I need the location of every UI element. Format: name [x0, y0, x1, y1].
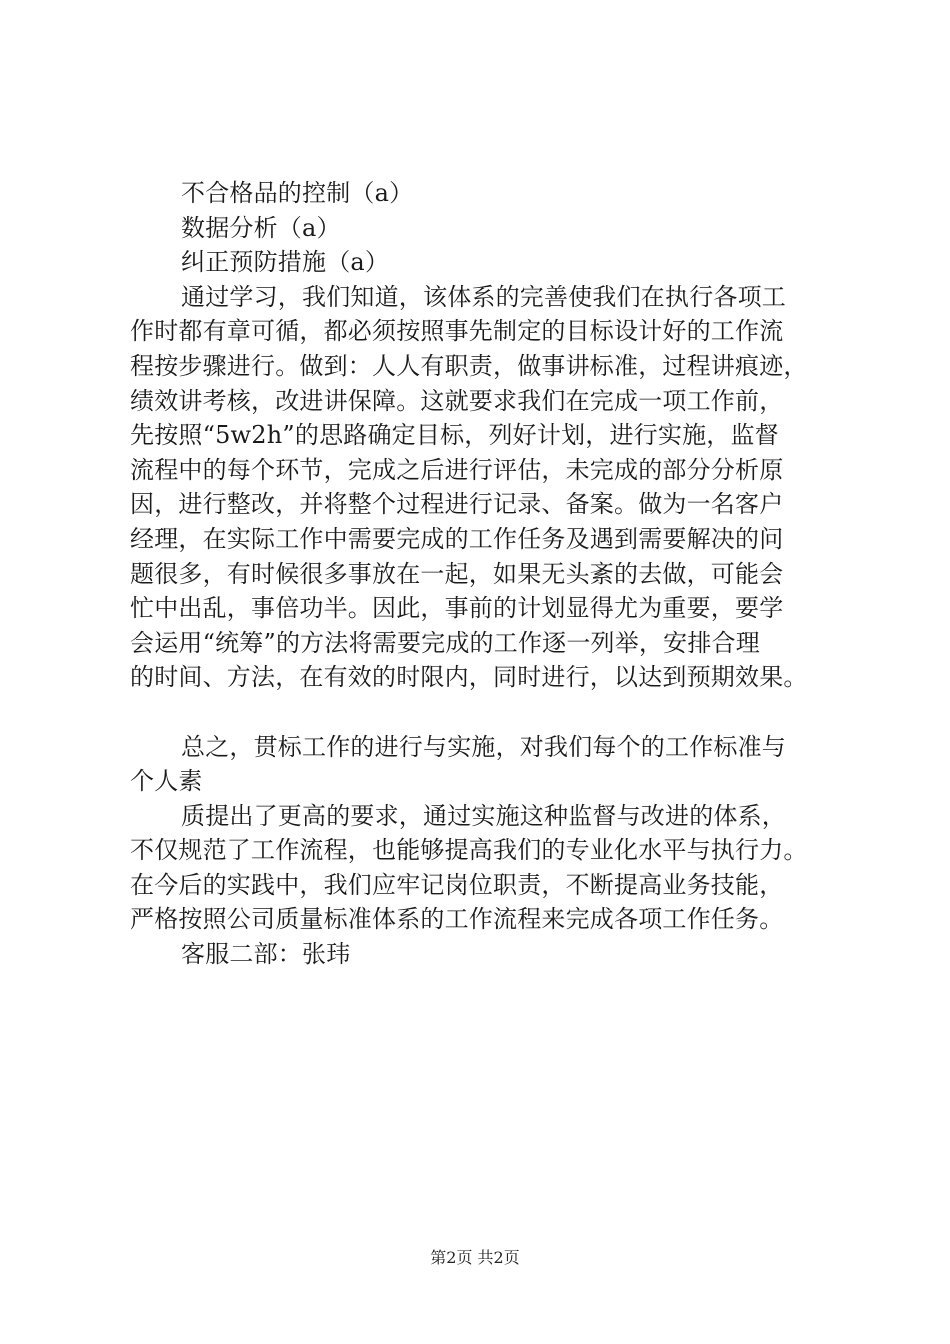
paragraph-line: 程按步骤进行。做到：人人有职责，做事讲标准，过程讲痕迹，	[130, 351, 808, 380]
paragraph-line: 流程中的每个环节，完成之后进行评估，未完成的部分分析原	[130, 455, 784, 484]
heading-nonconforming-control: 不合格品的控制（a）	[181, 179, 414, 207]
document-body	[130, 176, 850, 972]
page-footer: 第2页 共2页	[430, 1248, 520, 1267]
paragraph-line: 不仅规范了工作流程，也能够提高我们的专业化水平与执行力。	[130, 836, 808, 865]
paragraph-line: 在今后的实践中，我们应牢记岗位职责，不断提高业务技能，	[130, 870, 784, 899]
paragraph-spacer	[130, 695, 850, 730]
paragraph-line: 通过学习，我们知道，该体系的完善使我们在执行各项工	[181, 282, 786, 311]
signature: 客服二部：张玮	[181, 940, 351, 969]
paragraph-line: 题很多，有时候很多事放在一起，如果无头紊的去做，可能会	[130, 559, 784, 588]
paragraph-line: 绩效讲考核，改进讲保障。这就要求我们在完成一项工作前，	[130, 386, 784, 415]
paragraph-line: 先按照“5w2h”的思路确定目标，列好计划，进行实施，监督	[130, 421, 779, 450]
paragraph-line: 因，进行整改，并将整个过程进行记录、备案。做为一名客户	[130, 490, 784, 519]
paragraph-line: 个人素	[130, 767, 203, 796]
paragraph-line: 忙中出乱，事倍功半。因此，事前的计划显得尤为重要，要学	[130, 594, 784, 623]
paragraph-line: 严格按照公司质量标准体系的工作流程来完成各项工作任务。	[130, 905, 784, 934]
paragraph-line: 质提出了更高的要求，通过实施这种监督与改进的体系，	[181, 801, 786, 830]
paragraph-line: 作时都有章可循，都必须按照事先制定的目标设计好的工作流	[130, 317, 784, 346]
paragraph-line: 总之，贯标工作的进行与实施，对我们每个的工作标准与	[181, 732, 786, 761]
heading-corrective-preventive: 纠正预防措施（a）	[181, 248, 390, 277]
paragraph-line: 会运用“统筹”的方法将需要完成的工作逐一列举，安排合理	[130, 628, 760, 657]
paragraph-line: 的时间、方法，在有效的时限内，同时进行，以达到预期效果。	[130, 663, 808, 692]
heading-data-analysis: 数据分析（a）	[181, 213, 341, 242]
paragraph-line: 经理，在实际工作中需要完成的工作任务及遇到需要解决的问	[130, 524, 784, 553]
